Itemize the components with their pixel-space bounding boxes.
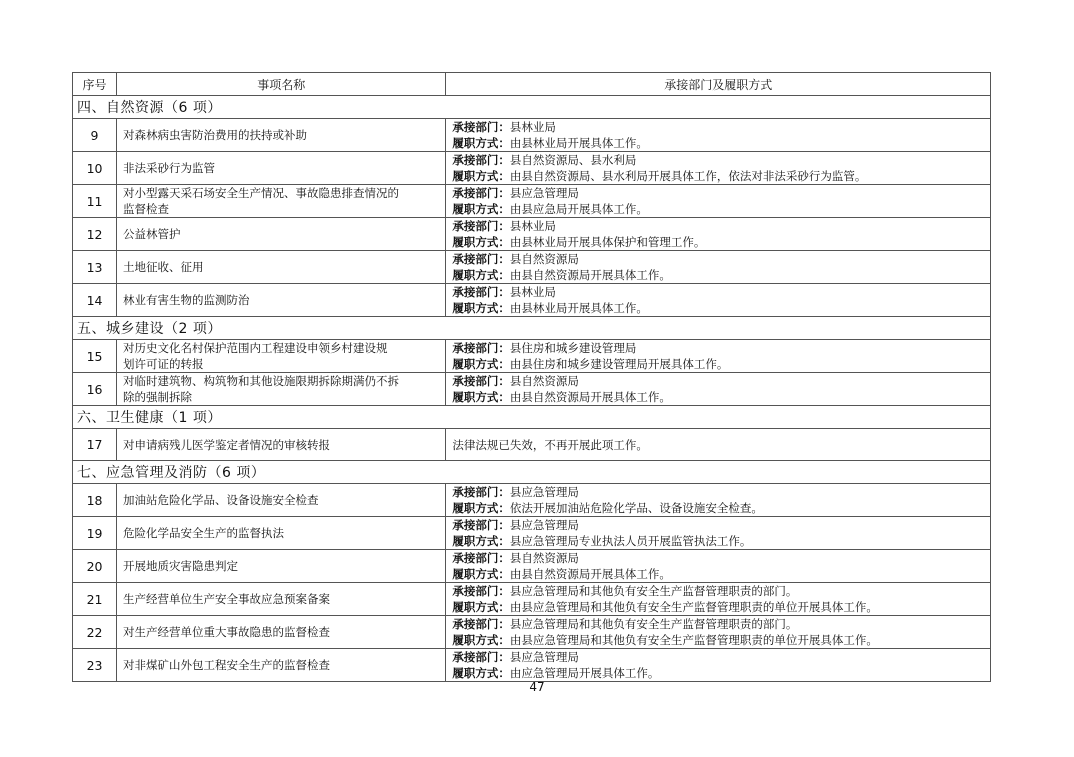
dept-label: 承接部门： bbox=[452, 153, 510, 167]
header-no: 序号 bbox=[73, 73, 117, 96]
row-dept-cell bbox=[446, 484, 991, 517]
method-value: 由应急管理局开展具体工作。 bbox=[509, 666, 660, 680]
dept-label: 承接部门： bbox=[452, 584, 510, 598]
dept-label: 承接部门： bbox=[452, 120, 510, 134]
row-dept-cell bbox=[446, 185, 991, 218]
table-row bbox=[73, 218, 991, 251]
row-dept-cell bbox=[446, 218, 991, 251]
dept-value: 县自然资源局、县水利局 bbox=[509, 153, 637, 167]
row-name: 危险化学品安全生产的监督执法 bbox=[117, 517, 446, 550]
row-no: 10 bbox=[73, 152, 117, 185]
row-name: 林业有害生物的监测防治 bbox=[117, 284, 446, 317]
row-dept-cell bbox=[446, 340, 991, 373]
row-name bbox=[117, 185, 446, 218]
method-label: 履职方式： bbox=[452, 567, 510, 581]
dept-value: 县应急管理局 bbox=[509, 485, 579, 499]
table-row bbox=[73, 185, 991, 218]
row-name bbox=[117, 373, 446, 406]
table-row bbox=[73, 616, 991, 649]
matters-table bbox=[72, 72, 991, 682]
row-dept-cell bbox=[446, 152, 991, 185]
method-value: 由县自然资源局开展具体工作。 bbox=[509, 567, 671, 581]
row-name: 对森林病虫害防治费用的扶持或补助 bbox=[117, 119, 446, 152]
row-dept-cell bbox=[446, 284, 991, 317]
method-label: 履职方式： bbox=[452, 235, 510, 249]
row-no: 18 bbox=[73, 484, 117, 517]
row-name: 对非煤矿山外包工程安全生产的监督检查 bbox=[117, 649, 446, 682]
dept-label: 承接部门： bbox=[452, 650, 510, 664]
dept-label: 承接部门： bbox=[452, 551, 510, 565]
dept-value: 县应急管理局和其他负有安全生产监督管理职责的部门。 bbox=[509, 617, 798, 631]
row-dept-cell bbox=[446, 649, 991, 682]
row-name-line: 除的强制拆除 bbox=[123, 390, 193, 404]
row-dept-cell bbox=[446, 373, 991, 406]
row-name-line: 划许可证的转报 bbox=[123, 357, 204, 371]
row-dept-cell bbox=[446, 251, 991, 284]
row-name: 土地征收、征用 bbox=[117, 251, 446, 284]
method-label: 履职方式： bbox=[452, 136, 510, 150]
method-value: 由县应急局开展具体工作。 bbox=[509, 202, 648, 216]
category-row bbox=[73, 461, 991, 484]
dept-label: 承接部门： bbox=[452, 617, 510, 631]
dept-label: 承接部门： bbox=[452, 219, 510, 233]
dept-value: 县自然资源局 bbox=[509, 374, 579, 388]
category-title: 七、应急管理及消防（6 项） bbox=[73, 461, 991, 484]
row-no: 15 bbox=[73, 340, 117, 373]
table-row bbox=[73, 373, 991, 406]
dept-label: 承接部门： bbox=[452, 518, 510, 532]
method-label: 履职方式： bbox=[452, 268, 510, 282]
table-row bbox=[73, 429, 991, 461]
dept-label: 承接部门： bbox=[452, 341, 510, 355]
row-no: 19 bbox=[73, 517, 117, 550]
row-name: 加油站危险化学品、设备设施安全检查 bbox=[117, 484, 446, 517]
row-no: 13 bbox=[73, 251, 117, 284]
table-row bbox=[73, 340, 991, 373]
table-row bbox=[73, 484, 991, 517]
dept-value: 县应急管理局和其他负有安全生产监督管理职责的部门。 bbox=[509, 584, 798, 598]
row-no: 17 bbox=[73, 429, 117, 461]
method-label: 履职方式： bbox=[452, 666, 510, 680]
row-dept-cell bbox=[446, 517, 991, 550]
row-name: 生产经营单位生产安全事故应急预案备案 bbox=[117, 583, 446, 616]
method-value: 由县林业局开展具体保护和管理工作。 bbox=[509, 235, 706, 249]
method-label: 履职方式： bbox=[452, 501, 510, 515]
row-no: 14 bbox=[73, 284, 117, 317]
category-row bbox=[73, 96, 991, 119]
dept-value: 县自然资源局 bbox=[509, 252, 579, 266]
page-number: 47 bbox=[529, 680, 545, 694]
row-no: 9 bbox=[73, 119, 117, 152]
method-label: 履职方式： bbox=[452, 633, 510, 647]
dept-label: 承接部门： bbox=[452, 485, 510, 499]
category-title: 五、城乡建设（2 项） bbox=[73, 317, 991, 340]
dept-value: 县自然资源局 bbox=[509, 551, 579, 565]
dept-label: 承接部门： bbox=[452, 374, 510, 388]
row-no: 22 bbox=[73, 616, 117, 649]
method-value: 由县应急管理局和其他负有安全生产监督管理职责的单位开展具体工作。 bbox=[509, 600, 878, 614]
method-label: 履职方式： bbox=[452, 600, 510, 614]
row-name-line: 对历史文化名村保护范围内工程建设申领乡村建设规 bbox=[123, 341, 388, 355]
dept-label: 承接部门： bbox=[452, 186, 510, 200]
table-row bbox=[73, 550, 991, 583]
table-header-row bbox=[73, 73, 991, 96]
method-value: 县应急管理局专业执法人员开展监管执法工作。 bbox=[509, 534, 752, 548]
table-row bbox=[73, 152, 991, 185]
method-value: 由县自然资源局开展具体工作。 bbox=[509, 268, 671, 282]
row-name: 对生产经营单位重大事故隐患的监督检查 bbox=[117, 616, 446, 649]
method-label: 履职方式： bbox=[452, 357, 510, 371]
method-value: 由县自然资源局、县水利局开展具体工作，依法对非法采砂行为监管。 bbox=[509, 169, 867, 183]
dept-value: 县应急管理局 bbox=[509, 186, 579, 200]
table-row bbox=[73, 583, 991, 616]
row-no: 11 bbox=[73, 185, 117, 218]
row-name bbox=[117, 340, 446, 373]
header-dept: 承接部门及履职方式 bbox=[446, 73, 991, 96]
row-no: 16 bbox=[73, 373, 117, 406]
method-value: 由县林业局开展具体工作。 bbox=[509, 136, 648, 150]
dept-label: 承接部门： bbox=[452, 285, 510, 299]
table-row bbox=[73, 119, 991, 152]
method-value: 依法开展加油站危险化学品、设备设施安全检查。 bbox=[509, 501, 763, 515]
dept-value: 县应急管理局 bbox=[509, 518, 579, 532]
row-name-line: 对小型露天采石场安全生产情况、事故隐患排查情况的 bbox=[123, 186, 400, 200]
row-dept-cell bbox=[446, 119, 991, 152]
row-note: 法律法规已失效，不再开展此项工作。 bbox=[446, 429, 991, 461]
row-no: 20 bbox=[73, 550, 117, 583]
dept-value: 县应急管理局 bbox=[509, 650, 579, 664]
dept-label: 承接部门： bbox=[452, 252, 510, 266]
row-name-line: 对临时建筑物、构筑物和其他设施限期拆除期满仍不拆 bbox=[123, 374, 400, 388]
row-name: 对申请病残儿医学鉴定者情况的审核转报 bbox=[117, 429, 446, 461]
table-row bbox=[73, 284, 991, 317]
dept-value: 县住房和城乡建设管理局 bbox=[509, 341, 637, 355]
row-no: 21 bbox=[73, 583, 117, 616]
table-row bbox=[73, 649, 991, 682]
table-row bbox=[73, 251, 991, 284]
header-name: 事项名称 bbox=[117, 73, 446, 96]
dept-value: 县林业局 bbox=[509, 120, 556, 134]
method-label: 履职方式： bbox=[452, 534, 510, 548]
row-name: 非法采砂行为监管 bbox=[117, 152, 446, 185]
category-row bbox=[73, 317, 991, 340]
row-name: 开展地质灾害隐患判定 bbox=[117, 550, 446, 583]
row-no: 12 bbox=[73, 218, 117, 251]
dept-value: 县林业局 bbox=[509, 219, 556, 233]
method-value: 由县住房和城乡建设管理局开展具体工作。 bbox=[509, 357, 729, 371]
row-no: 23 bbox=[73, 649, 117, 682]
method-value: 由县应急管理局和其他负有安全生产监督管理职责的单位开展具体工作。 bbox=[509, 633, 878, 647]
category-title: 六、卫生健康（1 项） bbox=[73, 406, 991, 429]
method-label: 履职方式： bbox=[452, 390, 510, 404]
table-row bbox=[73, 517, 991, 550]
row-name: 公益林管护 bbox=[117, 218, 446, 251]
category-title: 四、自然资源（6 项） bbox=[73, 96, 991, 119]
row-dept-cell bbox=[446, 583, 991, 616]
row-dept-cell bbox=[446, 550, 991, 583]
row-name-line: 监督检查 bbox=[123, 202, 170, 216]
category-row bbox=[73, 406, 991, 429]
method-label: 履职方式： bbox=[452, 301, 510, 315]
dept-value: 县林业局 bbox=[509, 285, 556, 299]
row-dept-cell bbox=[446, 616, 991, 649]
method-label: 履职方式： bbox=[452, 169, 510, 183]
method-value: 由县自然资源局开展具体工作。 bbox=[509, 390, 671, 404]
method-label: 履职方式： bbox=[452, 202, 510, 216]
method-value: 由县林业局开展具体工作。 bbox=[509, 301, 648, 315]
